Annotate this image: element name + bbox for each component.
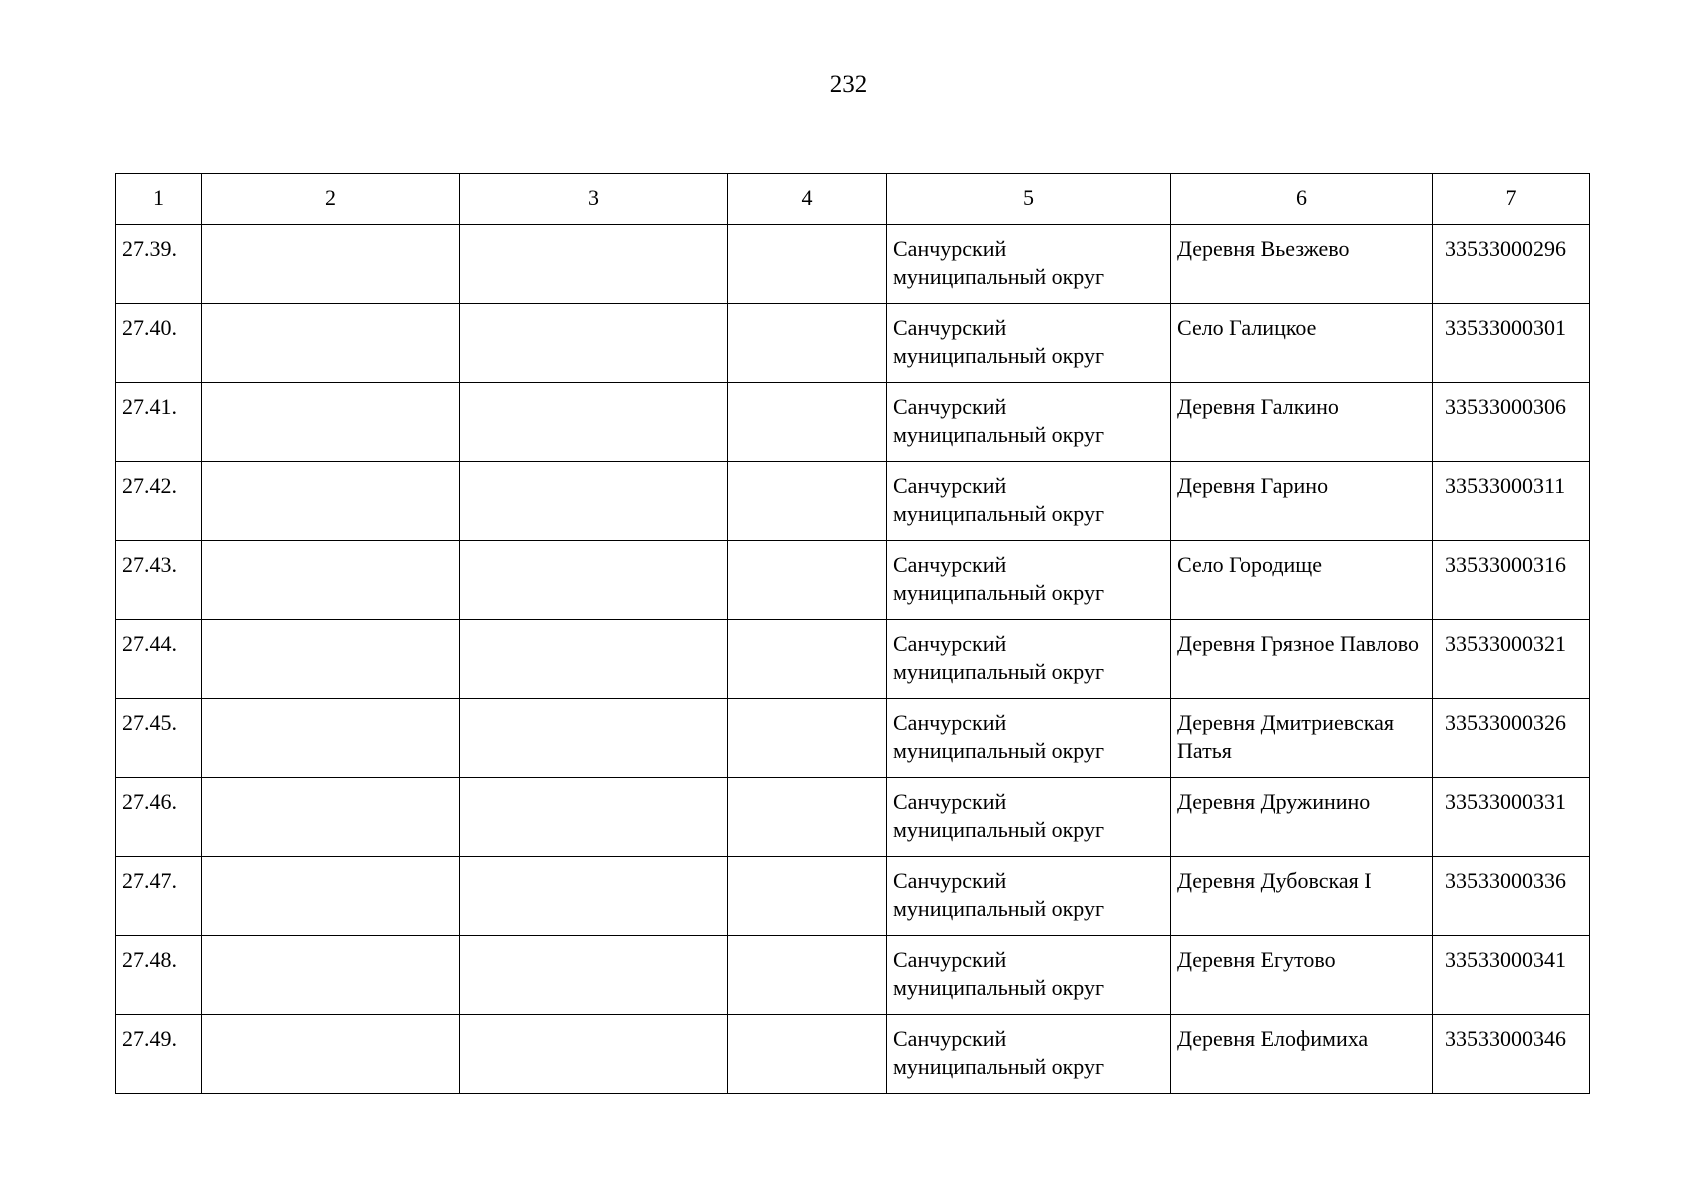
table-body [116, 225, 1590, 1094]
row-number-cell: 27.41. [116, 383, 202, 462]
settlement-cell: Село Городище [1171, 541, 1433, 620]
column-3-cell [460, 225, 728, 304]
column-2-cell [202, 620, 460, 699]
settlement-cell: Деревня Гарино [1171, 462, 1433, 541]
column-4-cell [728, 383, 887, 462]
column-4-cell [728, 541, 887, 620]
column-2-cell [202, 383, 460, 462]
district-cell: Санчурский муниципальный округ [887, 304, 1171, 383]
district-cell: Санчурский муниципальный округ [887, 541, 1171, 620]
column-4-cell [728, 699, 887, 778]
code-cell: 33533000316 [1433, 541, 1590, 620]
column-3-cell [460, 541, 728, 620]
code-cell: 33533000306 [1433, 383, 1590, 462]
row-number-cell: 27.47. [116, 857, 202, 936]
district-cell: Санчурский муниципальный округ [887, 857, 1171, 936]
settlement-cell: Деревня Дубовская I [1171, 857, 1433, 936]
settlement-cell: Деревня Дмитриевская Патья [1171, 699, 1433, 778]
district-cell: Санчурский муниципальный округ [887, 699, 1171, 778]
column-3-cell [460, 304, 728, 383]
column-3-cell [460, 383, 728, 462]
table-row [116, 778, 1590, 857]
column-2-cell [202, 1015, 460, 1094]
settlement-cell: Деревня Егутово [1171, 936, 1433, 1015]
column-3-cell [460, 778, 728, 857]
row-number-cell: 27.42. [116, 462, 202, 541]
row-number-cell: 27.44. [116, 620, 202, 699]
district-cell: Санчурский муниципальный округ [887, 620, 1171, 699]
code-cell: 33533000296 [1433, 225, 1590, 304]
district-cell: Санчурский муниципальный округ [887, 1015, 1171, 1094]
row-number-cell: 27.43. [116, 541, 202, 620]
table-row [116, 1015, 1590, 1094]
settlement-cell: Деревня Вьезжево [1171, 225, 1433, 304]
district-cell: Санчурский муниципальный округ [887, 383, 1171, 462]
code-cell: 33533000346 [1433, 1015, 1590, 1094]
settlements-table [115, 173, 1590, 1094]
column-3-cell [460, 857, 728, 936]
table-header-row [116, 174, 1590, 225]
row-number-cell: 27.40. [116, 304, 202, 383]
column-header-1: 1 [116, 174, 202, 225]
table-row [116, 225, 1590, 304]
column-3-cell [460, 936, 728, 1015]
column-header-5: 5 [887, 174, 1171, 225]
column-2-cell [202, 225, 460, 304]
table-row [116, 383, 1590, 462]
row-number-cell: 27.46. [116, 778, 202, 857]
district-cell: Санчурский муниципальный округ [887, 462, 1171, 541]
code-cell: 33533000326 [1433, 699, 1590, 778]
column-4-cell [728, 936, 887, 1015]
column-2-cell [202, 462, 460, 541]
table-row [116, 462, 1590, 541]
row-number-cell: 27.48. [116, 936, 202, 1015]
column-header-4: 4 [728, 174, 887, 225]
column-2-cell [202, 541, 460, 620]
column-4-cell [728, 857, 887, 936]
column-4-cell [728, 620, 887, 699]
code-cell: 33533000311 [1433, 462, 1590, 541]
column-2-cell [202, 304, 460, 383]
settlement-cell: Деревня Дружинино [1171, 778, 1433, 857]
column-header-2: 2 [202, 174, 460, 225]
district-cell: Санчурский муниципальный округ [887, 225, 1171, 304]
code-cell: 33533000321 [1433, 620, 1590, 699]
code-cell: 33533000331 [1433, 778, 1590, 857]
table-row [116, 936, 1590, 1015]
column-4-cell [728, 304, 887, 383]
table-row [116, 857, 1590, 936]
column-header-3: 3 [460, 174, 728, 225]
settlement-cell: Село Галицкое [1171, 304, 1433, 383]
column-header-7: 7 [1433, 174, 1590, 225]
table-row [116, 699, 1590, 778]
column-2-cell [202, 778, 460, 857]
column-2-cell [202, 936, 460, 1015]
code-cell: 33533000341 [1433, 936, 1590, 1015]
column-4-cell [728, 778, 887, 857]
column-3-cell [460, 1015, 728, 1094]
column-header-6: 6 [1171, 174, 1433, 225]
district-cell: Санчурский муниципальный округ [887, 778, 1171, 857]
column-4-cell [728, 462, 887, 541]
column-4-cell [728, 225, 887, 304]
settlement-cell: Деревня Грязное Павлово [1171, 620, 1433, 699]
column-3-cell [460, 462, 728, 541]
district-cell: Санчурский муниципальный округ [887, 936, 1171, 1015]
row-number-cell: 27.45. [116, 699, 202, 778]
column-3-cell [460, 699, 728, 778]
code-cell: 33533000301 [1433, 304, 1590, 383]
page-number: 232 [829, 71, 868, 98]
row-number-cell: 27.49. [116, 1015, 202, 1094]
table-row [116, 304, 1590, 383]
settlement-cell: Деревня Галкино [1171, 383, 1433, 462]
row-number-cell: 27.39. [116, 225, 202, 304]
table-row [116, 620, 1590, 699]
column-4-cell [728, 1015, 887, 1094]
code-cell: 33533000336 [1433, 857, 1590, 936]
table-row [116, 541, 1590, 620]
settlement-cell: Деревня Елофимиха [1171, 1015, 1433, 1094]
column-2-cell [202, 857, 460, 936]
column-2-cell [202, 699, 460, 778]
column-3-cell [460, 620, 728, 699]
